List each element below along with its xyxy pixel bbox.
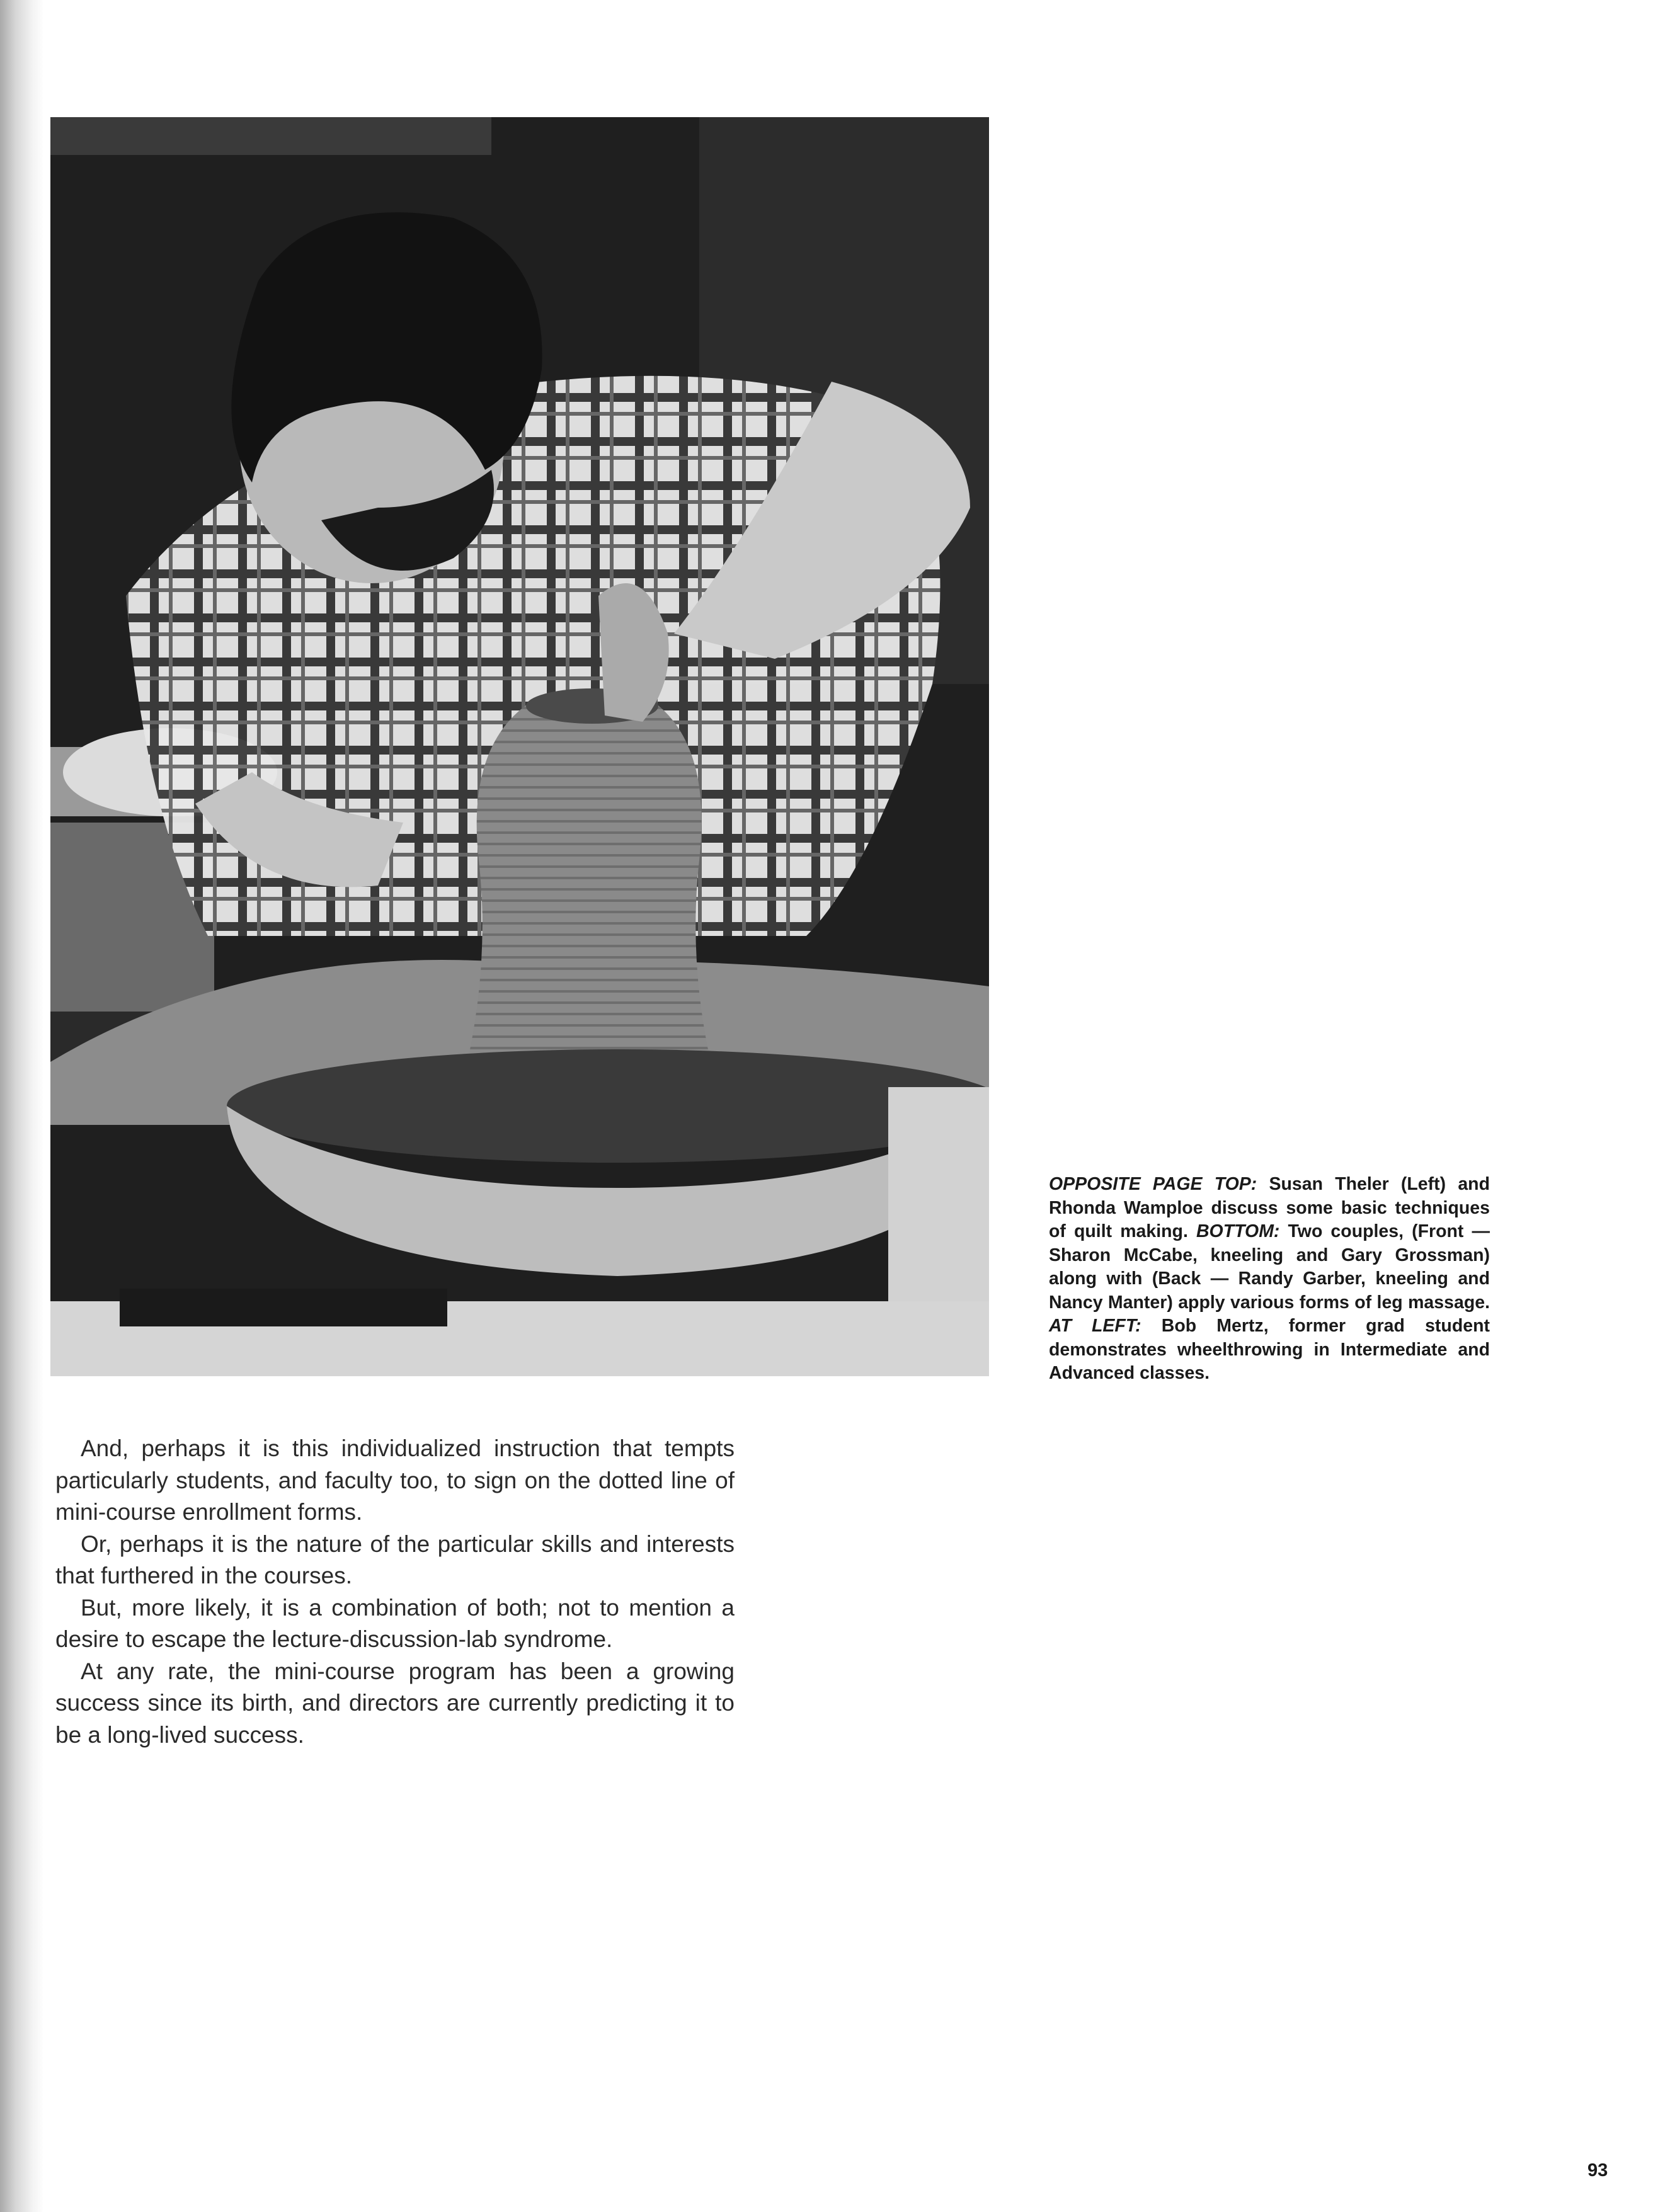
photo-caption xyxy=(1049,1173,1490,1386)
page-gutter-shadow xyxy=(0,0,44,2212)
body-paragraph: But, more likely, it is a combination of both; not to mention a desire to escape the lecture-discussion-lab syndrome. xyxy=(55,1594,735,1652)
caption-lead-bottom: BOTTOM: xyxy=(1196,1221,1280,1241)
photo-wheelthrowing xyxy=(50,117,989,1376)
caption-lead-at-left: AT LEFT: xyxy=(1049,1316,1141,1336)
page-number: 93 xyxy=(1587,2160,1608,2181)
body-paragraph: And, perhaps it is this individualized instruction that tempts particularly students, and faculty too, to sign on the dotted line of mini-course enrollment forms. xyxy=(55,1435,735,1525)
caption-text-bottom: Two couples, (Front — Sharon McCabe, kneeling and Gary Grossman) along with (Back — Randy Garber, kneeling and Nancy Manter) apply various forms of leg massage. xyxy=(1049,1221,1490,1313)
body-paragraph: Or, perhaps it is the nature of the particular skills and interests that furthered in the courses. xyxy=(55,1531,735,1588)
article-body xyxy=(55,1433,735,1751)
caption-text-at-left: Bob Mertz, former grad student demonstrates wheelthrowing in Intermediate and Advanced classes. xyxy=(1049,1316,1490,1383)
body-paragraph: At any rate, the mini-course program has been a growing success since its birth, and directors are currently predicting it to be a long-lived success. xyxy=(55,1658,735,1748)
photo-illustration xyxy=(50,117,989,1376)
caption-lead-opposite-page-top: OPPOSITE PAGE TOP: xyxy=(1049,1174,1257,1194)
caption-text-opposite-top: Susan Theler (Left) and Rhonda Wamploe discuss some basic techniques of quilt making. xyxy=(1049,1174,1490,1241)
